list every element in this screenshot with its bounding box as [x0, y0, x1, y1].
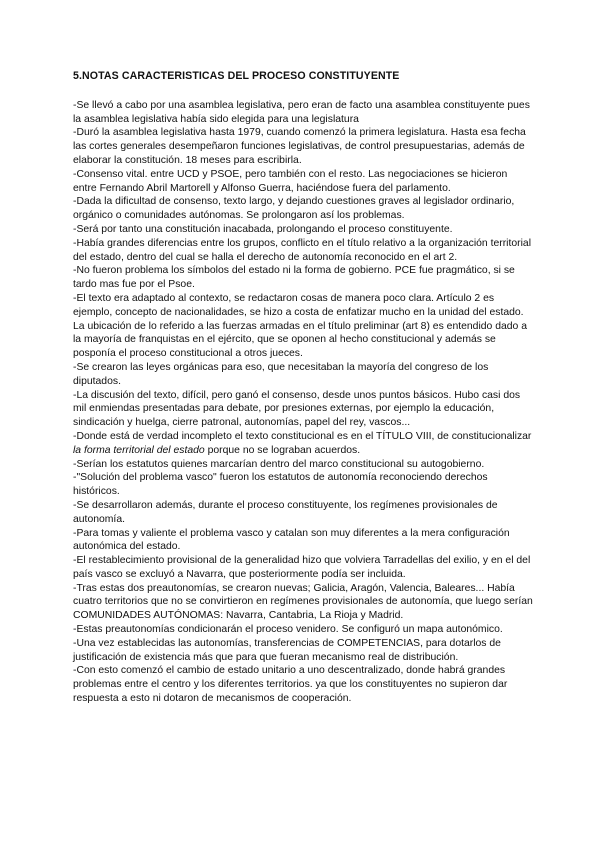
paragraph: -Con esto comenzó el cambio de estado unitario a uno descentralizado, donde habrá grandes problemas entre el centro y los diferentes territorios. ya que los constituyentes no supieron dar respuesta a esto ni dotaron de mecanismos de cooperación. [73, 665, 508, 705]
italic-phrase: la forma territorial del estado [73, 444, 205, 456]
document-page [73, 70, 533, 706]
paragraph: -Dada la dificultad de consenso, texto largo, y dejando cuestiones graves al legislador ordinario, orgánico o comunidades autónomas. Se prolongaron así los problemas. [73, 196, 515, 222]
paragraph-titulo-viii [73, 430, 533, 458]
paragraph: -Será por tanto una constitución inacabada, prolongando el proceso constituyente. [73, 223, 453, 235]
paragraph-text: -Donde está de verdad incompleto el texto constitucional es en el TÍTULO VIII, de constitucionalizar [73, 430, 532, 442]
paragraph: -Se crearon las leyes orgánicas para eso, que necesitaban la mayoría del congreso de los diputados. [73, 361, 489, 387]
paragraph: -Una vez establecidas las autonomías, transferencias de COMPETENCIAS, para dotarlos de justificación de existencia más que para que fueran mecanismo real de distribución. [73, 637, 501, 663]
paragraph: -Se desarrollaron además, durante el proceso constituyente, los regímenes provisionales de autonomía. [73, 499, 498, 525]
paragraph: -Consenso vital. entre UCD y PSOE, pero también con el resto. Las negociaciones se hicieron entre Fernando Abril Martorell y Alfonso Guerra, haciéndose fuera del parlamento. [73, 168, 508, 194]
paragraph: -Se llevó a cabo por una asamblea legislativa, pero eran de facto una asamblea constituyente pues la asamblea legislativa había sido elegida para una legislatura [73, 99, 530, 125]
paragraph: -Para tomas y valiente el problema vasco y catalan son muy diferentes a la mera configuración autonómica del estado. [73, 527, 510, 553]
paragraph: -Duró la asamblea legislativa hasta 1979, cuando comenzó la primera legislatura. Hasta esa fecha las cortes generales desempeñaron funciones legislativas, de control presupuestarias, además de elaborar la constitución. 18 meses para escribirla. [73, 127, 526, 166]
paragraph: -El texto era adaptado al contexto, se redactaron cosas de manera poco clara. Artículo 2 es ejemplo, concepto de nacionalidades, se hizo a costa de enfatizar mucho en la unidad del estado. La ubicación de lo referido a las fuerzas armadas en el título preliminar (art 8) es entendido dado a la mayoría de franquistas en el ejército, que se oponen al hecho constitucional y además se posponía el proceso constitucional a otros jueces. [73, 292, 527, 360]
paragraph: -La discusión del texto, difícil, pero ganó el consenso, desde unos puntos básicos. Hubo casi dos mil enmiendas presentadas para debate, por presiones externas, por ejemplo la educación, sindicación y huelga, cierre patronal, autonomías, papel del rey, vascos... [73, 389, 521, 429]
paragraph: -Había grandes diferencias entre los grupos, conflicto en el título relativo a la organización territorial del estado, dentro del cual se halla el derecho de autonomía reconocido en el art 2. [73, 237, 532, 263]
paragraph: -No fueron problema los símbolos del estado ni la forma de gobierno. PCE fue pragmático, si se tardo mas fue por el Psoe. [73, 265, 515, 291]
paragraph: -El restablecimiento provisional de la generalidad hizo que volviera Tarradellas del exilio, y en el del país vasco se excluyó a Navarra, que posteriormente podía ser incluida. [73, 555, 531, 580]
paragraph: -Tras estas dos preautonomías, se crearon nuevas; Galicia, Aragón, Valencia, Baleares... Había cuatro territorios que no se convirtieron en regímenes provisionales de autonomía, que luego serían COMUNIDADES AUTÓNOMAS: Navarra, Cantabria, La Rioja y Madrid. [73, 582, 533, 622]
document-title: 5.NOTAS CARACTERISTICAS DEL PROCESO CONSTITUYENTE [73, 70, 400, 82]
paragraph: -Estas preautonomías condicionarán el proceso venidero. Se configuró un mapa autonómico. [73, 624, 503, 636]
paragraph: -Serían los estatutos quienes marcarían dentro del marco constitucional su autogobierno. [73, 458, 485, 470]
paragraph-text: porque no se lograban acuerdos. [204, 444, 361, 456]
paragraph: -"Solución del problema vasco" fueron los estatutos de autonomía reconociendo derechos históricos. [73, 472, 488, 498]
